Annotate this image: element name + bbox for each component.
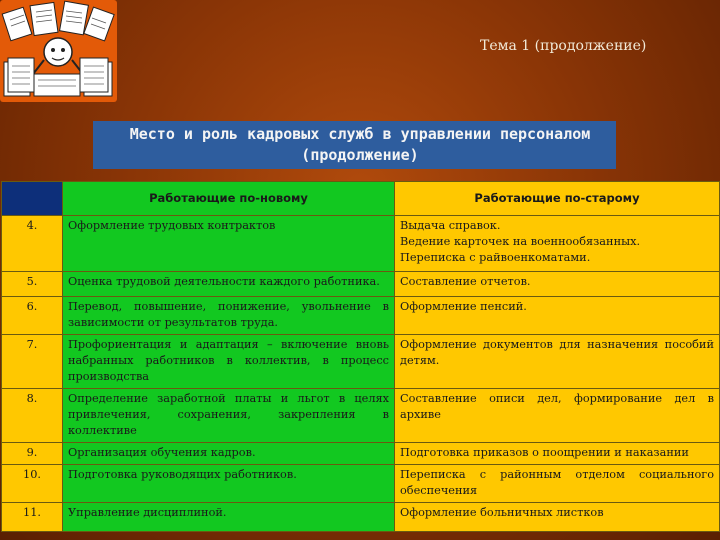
header-old-column: Работающие по-старому (395, 182, 720, 216)
new-practice-cell: Подготовка руководящих работников. (63, 465, 395, 503)
old-practice-cell (395, 335, 720, 389)
new-practice-cell: Оценка трудовой деятельности каждого работника. (63, 272, 395, 297)
old-practice-cell (395, 272, 720, 297)
slide-title-line1: Место и роль кадровых служб в управлении персоналом (129, 125, 591, 143)
comparison-table (1, 181, 720, 532)
table-row (2, 297, 720, 335)
old-practice-cell (395, 297, 720, 335)
old-practice-cell (395, 443, 720, 465)
row-number-cell: 8. (2, 389, 63, 443)
new-practice-cell: Оформление трудовых контрактов (63, 216, 395, 272)
row-number-cell: 10. (2, 465, 63, 503)
old-practice-cell (395, 389, 720, 443)
new-practice-cell: Определение заработной платы и льгот в целях привлечения, сохранения, закрепления в коллективе (63, 389, 395, 443)
table-row (2, 216, 720, 272)
old-practice-line: Переписка с районным отделом социального обеспечения (400, 468, 714, 497)
new-practice-cell: Управление дисциплиной. (63, 503, 395, 532)
topic-subtitle: Тема 1 (продолжение) (480, 38, 647, 54)
table-row (2, 335, 720, 389)
slide-title-line2: (продолжение) (301, 146, 419, 164)
table-header-row (2, 182, 720, 216)
clipart-image (0, 0, 117, 102)
old-practice-line: Ведение карточек на военнообязанных. (400, 235, 641, 248)
row-number-cell: 11. (2, 503, 63, 532)
table-row (2, 272, 720, 297)
old-practice-line: Оформление больничных листков (400, 506, 604, 519)
old-practice-cell (395, 216, 720, 272)
old-practice-line: Подготовка приказов о поощрении и наказании (400, 446, 689, 459)
old-practice-line: Переписка с райвоенкоматами. (400, 251, 591, 264)
old-practice-line: Оформление документов для назначения пособий детям. (400, 338, 714, 367)
row-number-cell: 7. (2, 335, 63, 389)
paperwork-person-icon (0, 0, 117, 102)
table-row (2, 389, 720, 443)
old-practice-line: Составление описи дел, формирование дел в архиве (400, 392, 714, 421)
header-new-column: Работающие по-новому (63, 182, 395, 216)
old-practice-cell (395, 503, 720, 532)
slide-title (40, 124, 680, 166)
row-number-cell: 9. (2, 443, 63, 465)
row-number-cell: 4. (2, 216, 63, 272)
old-practice-line: Выдача справок. (400, 219, 501, 232)
table-row (2, 465, 720, 503)
new-practice-cell: Организация обучения кадров. (63, 443, 395, 465)
table-row (2, 443, 720, 465)
new-practice-cell: Перевод, повышение, понижение, увольнение в зависимости от результатов труда. (63, 297, 395, 335)
table-body (2, 216, 720, 532)
old-practice-line: Составление отчетов. (400, 275, 531, 288)
header-number-cell (2, 182, 63, 216)
row-number-cell: 6. (2, 297, 63, 335)
old-practice-line: Оформление пенсий. (400, 300, 527, 313)
row-number-cell: 5. (2, 272, 63, 297)
table-row (2, 503, 720, 532)
old-practice-cell (395, 465, 720, 503)
new-practice-cell: Профориентация и адаптация – включение вновь набранных работников в коллектив, в процесс производства (63, 335, 395, 389)
